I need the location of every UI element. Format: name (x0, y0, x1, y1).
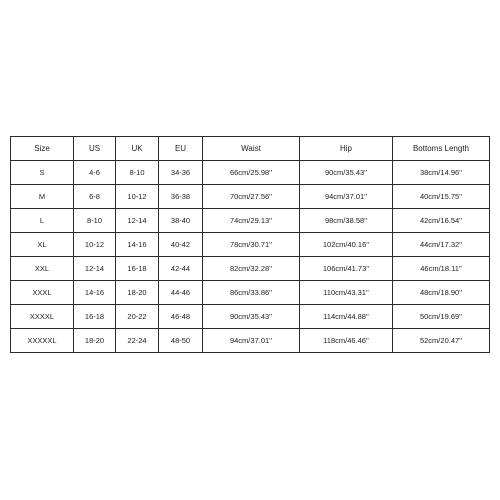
table-row (11, 185, 490, 209)
cell-us: 10-12 (74, 233, 116, 257)
header-bottoms-length: Bottoms Length (393, 137, 490, 161)
header-us: US (74, 137, 116, 161)
cell-bottoms-length: 52cm/20.47'' (393, 329, 490, 353)
header-eu: EU (159, 137, 203, 161)
cell-waist: 66cm/25.98'' (203, 161, 300, 185)
cell-us: 6-8 (74, 185, 116, 209)
cell-bottoms-length: 40cm/15.75'' (393, 185, 490, 209)
cell-eu: 44-46 (159, 281, 203, 305)
cell-waist: 94cm/37.01'' (203, 329, 300, 353)
cell-waist: 74cm/29.13'' (203, 209, 300, 233)
cell-hip: 114cm/44.88'' (300, 305, 393, 329)
cell-bottoms-length: 38cm/14.96'' (393, 161, 490, 185)
cell-bottoms-length: 50cm/19.69'' (393, 305, 490, 329)
cell-uk: 18-20 (116, 281, 159, 305)
cell-hip: 118cm/46.46'' (300, 329, 393, 353)
table-header-row (11, 137, 490, 161)
cell-hip: 106cm/41.73'' (300, 257, 393, 281)
cell-size: XXL (11, 257, 74, 281)
cell-bottoms-length: 42cm/16.54'' (393, 209, 490, 233)
cell-uk: 14-16 (116, 233, 159, 257)
cell-eu: 34-36 (159, 161, 203, 185)
cell-size: XXXL (11, 281, 74, 305)
cell-size: XL (11, 233, 74, 257)
header-hip: Hip (300, 137, 393, 161)
cell-hip: 94cm/37.01'' (300, 185, 393, 209)
cell-waist: 70cm/27.56'' (203, 185, 300, 209)
table-row (11, 305, 490, 329)
cell-uk: 16-18 (116, 257, 159, 281)
cell-size: XXXXL (11, 305, 74, 329)
cell-waist: 78cm/30.71'' (203, 233, 300, 257)
cell-eu: 36-38 (159, 185, 203, 209)
cell-uk: 20-22 (116, 305, 159, 329)
cell-uk: 10-12 (116, 185, 159, 209)
cell-uk: 22-24 (116, 329, 159, 353)
table-row (11, 161, 490, 185)
cell-size: XXXXXL (11, 329, 74, 353)
cell-us: 14-16 (74, 281, 116, 305)
table-row (11, 257, 490, 281)
cell-eu: 38-40 (159, 209, 203, 233)
cell-us: 16-18 (74, 305, 116, 329)
cell-us: 8-10 (74, 209, 116, 233)
cell-bottoms-length: 48cm/18.90'' (393, 281, 490, 305)
table-row (11, 329, 490, 353)
cell-uk: 12-14 (116, 209, 159, 233)
table-row (11, 233, 490, 257)
cell-size: L (11, 209, 74, 233)
cell-eu: 42-44 (159, 257, 203, 281)
cell-bottoms-length: 46cm/18.11'' (393, 257, 490, 281)
cell-hip: 98cm/38.58'' (300, 209, 393, 233)
header-uk: UK (116, 137, 159, 161)
cell-us: 12-14 (74, 257, 116, 281)
table-row (11, 281, 490, 305)
table-row (11, 209, 490, 233)
cell-hip: 110cm/43.31'' (300, 281, 393, 305)
cell-waist: 86cm/33.86'' (203, 281, 300, 305)
cell-waist: 82cm/32.28'' (203, 257, 300, 281)
cell-size: M (11, 185, 74, 209)
header-size: Size (11, 137, 74, 161)
size-chart-table (10, 136, 490, 353)
size-chart-body (11, 137, 490, 353)
cell-us: 4-6 (74, 161, 116, 185)
cell-waist: 90cm/35.43'' (203, 305, 300, 329)
cell-eu: 46-48 (159, 305, 203, 329)
header-waist: Waist (203, 137, 300, 161)
cell-hip: 90cm/35.43'' (300, 161, 393, 185)
cell-eu: 40-42 (159, 233, 203, 257)
cell-uk: 8-10 (116, 161, 159, 185)
cell-bottoms-length: 44cm/17.32'' (393, 233, 490, 257)
cell-size: S (11, 161, 74, 185)
cell-us: 18-20 (74, 329, 116, 353)
cell-eu: 48-50 (159, 329, 203, 353)
cell-hip: 102cm/40.16'' (300, 233, 393, 257)
